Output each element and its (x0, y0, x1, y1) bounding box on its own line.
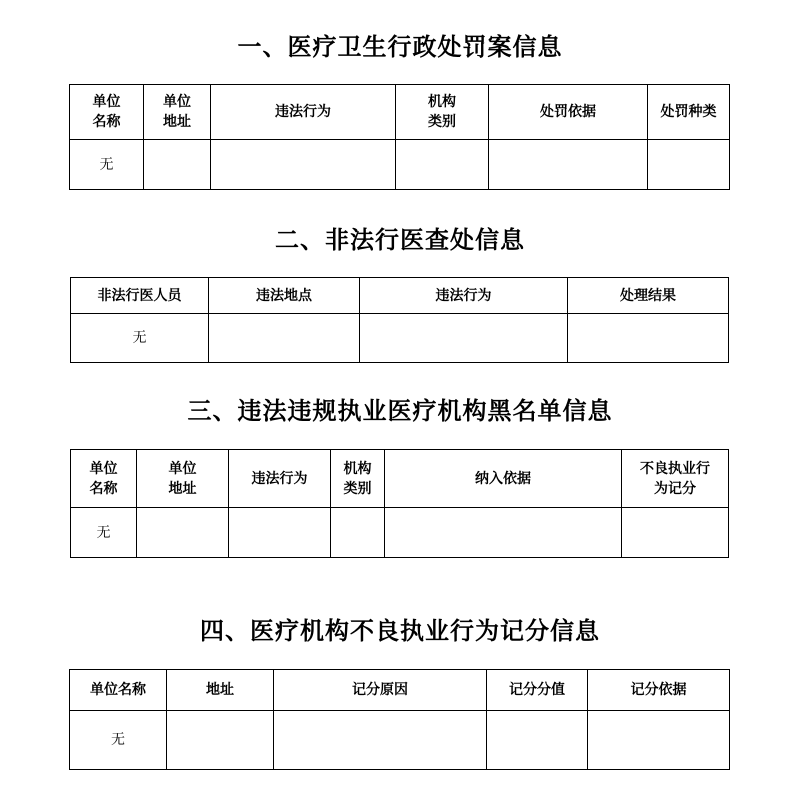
table-cell (385, 508, 622, 558)
header-institution-type: 机构 类别 (396, 85, 489, 140)
header-score-basis: 记分依据 (588, 670, 730, 711)
header-violation: 违法行为 (211, 85, 396, 140)
header-violation: 违法行为 (229, 450, 331, 508)
header-handling-result: 处理结果 (568, 278, 729, 314)
section-4-title: 四、医疗机构不良执业行为记分信息 (200, 616, 600, 645)
table-cell: 无 (71, 508, 137, 558)
table-cell (622, 508, 729, 558)
table-cell (209, 314, 360, 363)
table-cell: 无 (71, 314, 209, 363)
table-header-row (70, 85, 730, 140)
header-institution-type: 机构 类别 (331, 450, 385, 508)
table-cell (360, 314, 568, 363)
table-cell (648, 140, 730, 190)
table-cell (487, 711, 588, 770)
illegal-practice-table (70, 277, 729, 363)
table-row (70, 140, 730, 190)
header-penalty-basis: 处罚依据 (489, 85, 648, 140)
header-illegal-practitioner: 非法行医人员 (71, 278, 209, 314)
table-cell (229, 508, 331, 558)
table-row (71, 508, 729, 558)
header-unit-address: 单位 地址 (144, 85, 211, 140)
table-cell (396, 140, 489, 190)
header-score-reason: 记分原因 (274, 670, 487, 711)
penalty-case-table (69, 84, 730, 190)
blacklist-table (70, 449, 729, 558)
header-unit-name: 单位名称 (70, 670, 167, 711)
table-cell: 无 (70, 140, 144, 190)
table-cell (137, 508, 229, 558)
table-cell (144, 140, 211, 190)
header-bad-practice-score: 不良执业行 为记分 (622, 450, 729, 508)
section-3-title: 三、违法违规执业医疗机构黑名单信息 (187, 396, 613, 425)
header-address: 地址 (167, 670, 274, 711)
table-cell (588, 711, 730, 770)
scoring-table (69, 669, 730, 770)
table-header-row (71, 278, 729, 314)
header-penalty-type: 处罚种类 (648, 85, 730, 140)
header-unit-name: 单位 名称 (70, 85, 144, 140)
header-violation-location: 违法地点 (209, 278, 360, 314)
table-row (71, 314, 729, 363)
header-unit-name: 单位 名称 (71, 450, 137, 508)
table-row (70, 711, 730, 770)
table-cell (489, 140, 648, 190)
header-unit-address: 单位 地址 (137, 450, 229, 508)
table-cell: 无 (70, 711, 167, 770)
table-cell (211, 140, 396, 190)
table-header-row (71, 450, 729, 508)
table-cell (331, 508, 385, 558)
header-violation: 违法行为 (360, 278, 568, 314)
section-1-title: 一、医疗卫生行政处罚案信息 (237, 32, 563, 61)
table-cell (167, 711, 274, 770)
section-2-title: 二、非法行医查处信息 (275, 225, 525, 254)
header-inclusion-basis: 纳入依据 (385, 450, 622, 508)
table-cell (274, 711, 487, 770)
table-cell (568, 314, 729, 363)
header-score-value: 记分分值 (487, 670, 588, 711)
table-header-row (70, 670, 730, 711)
